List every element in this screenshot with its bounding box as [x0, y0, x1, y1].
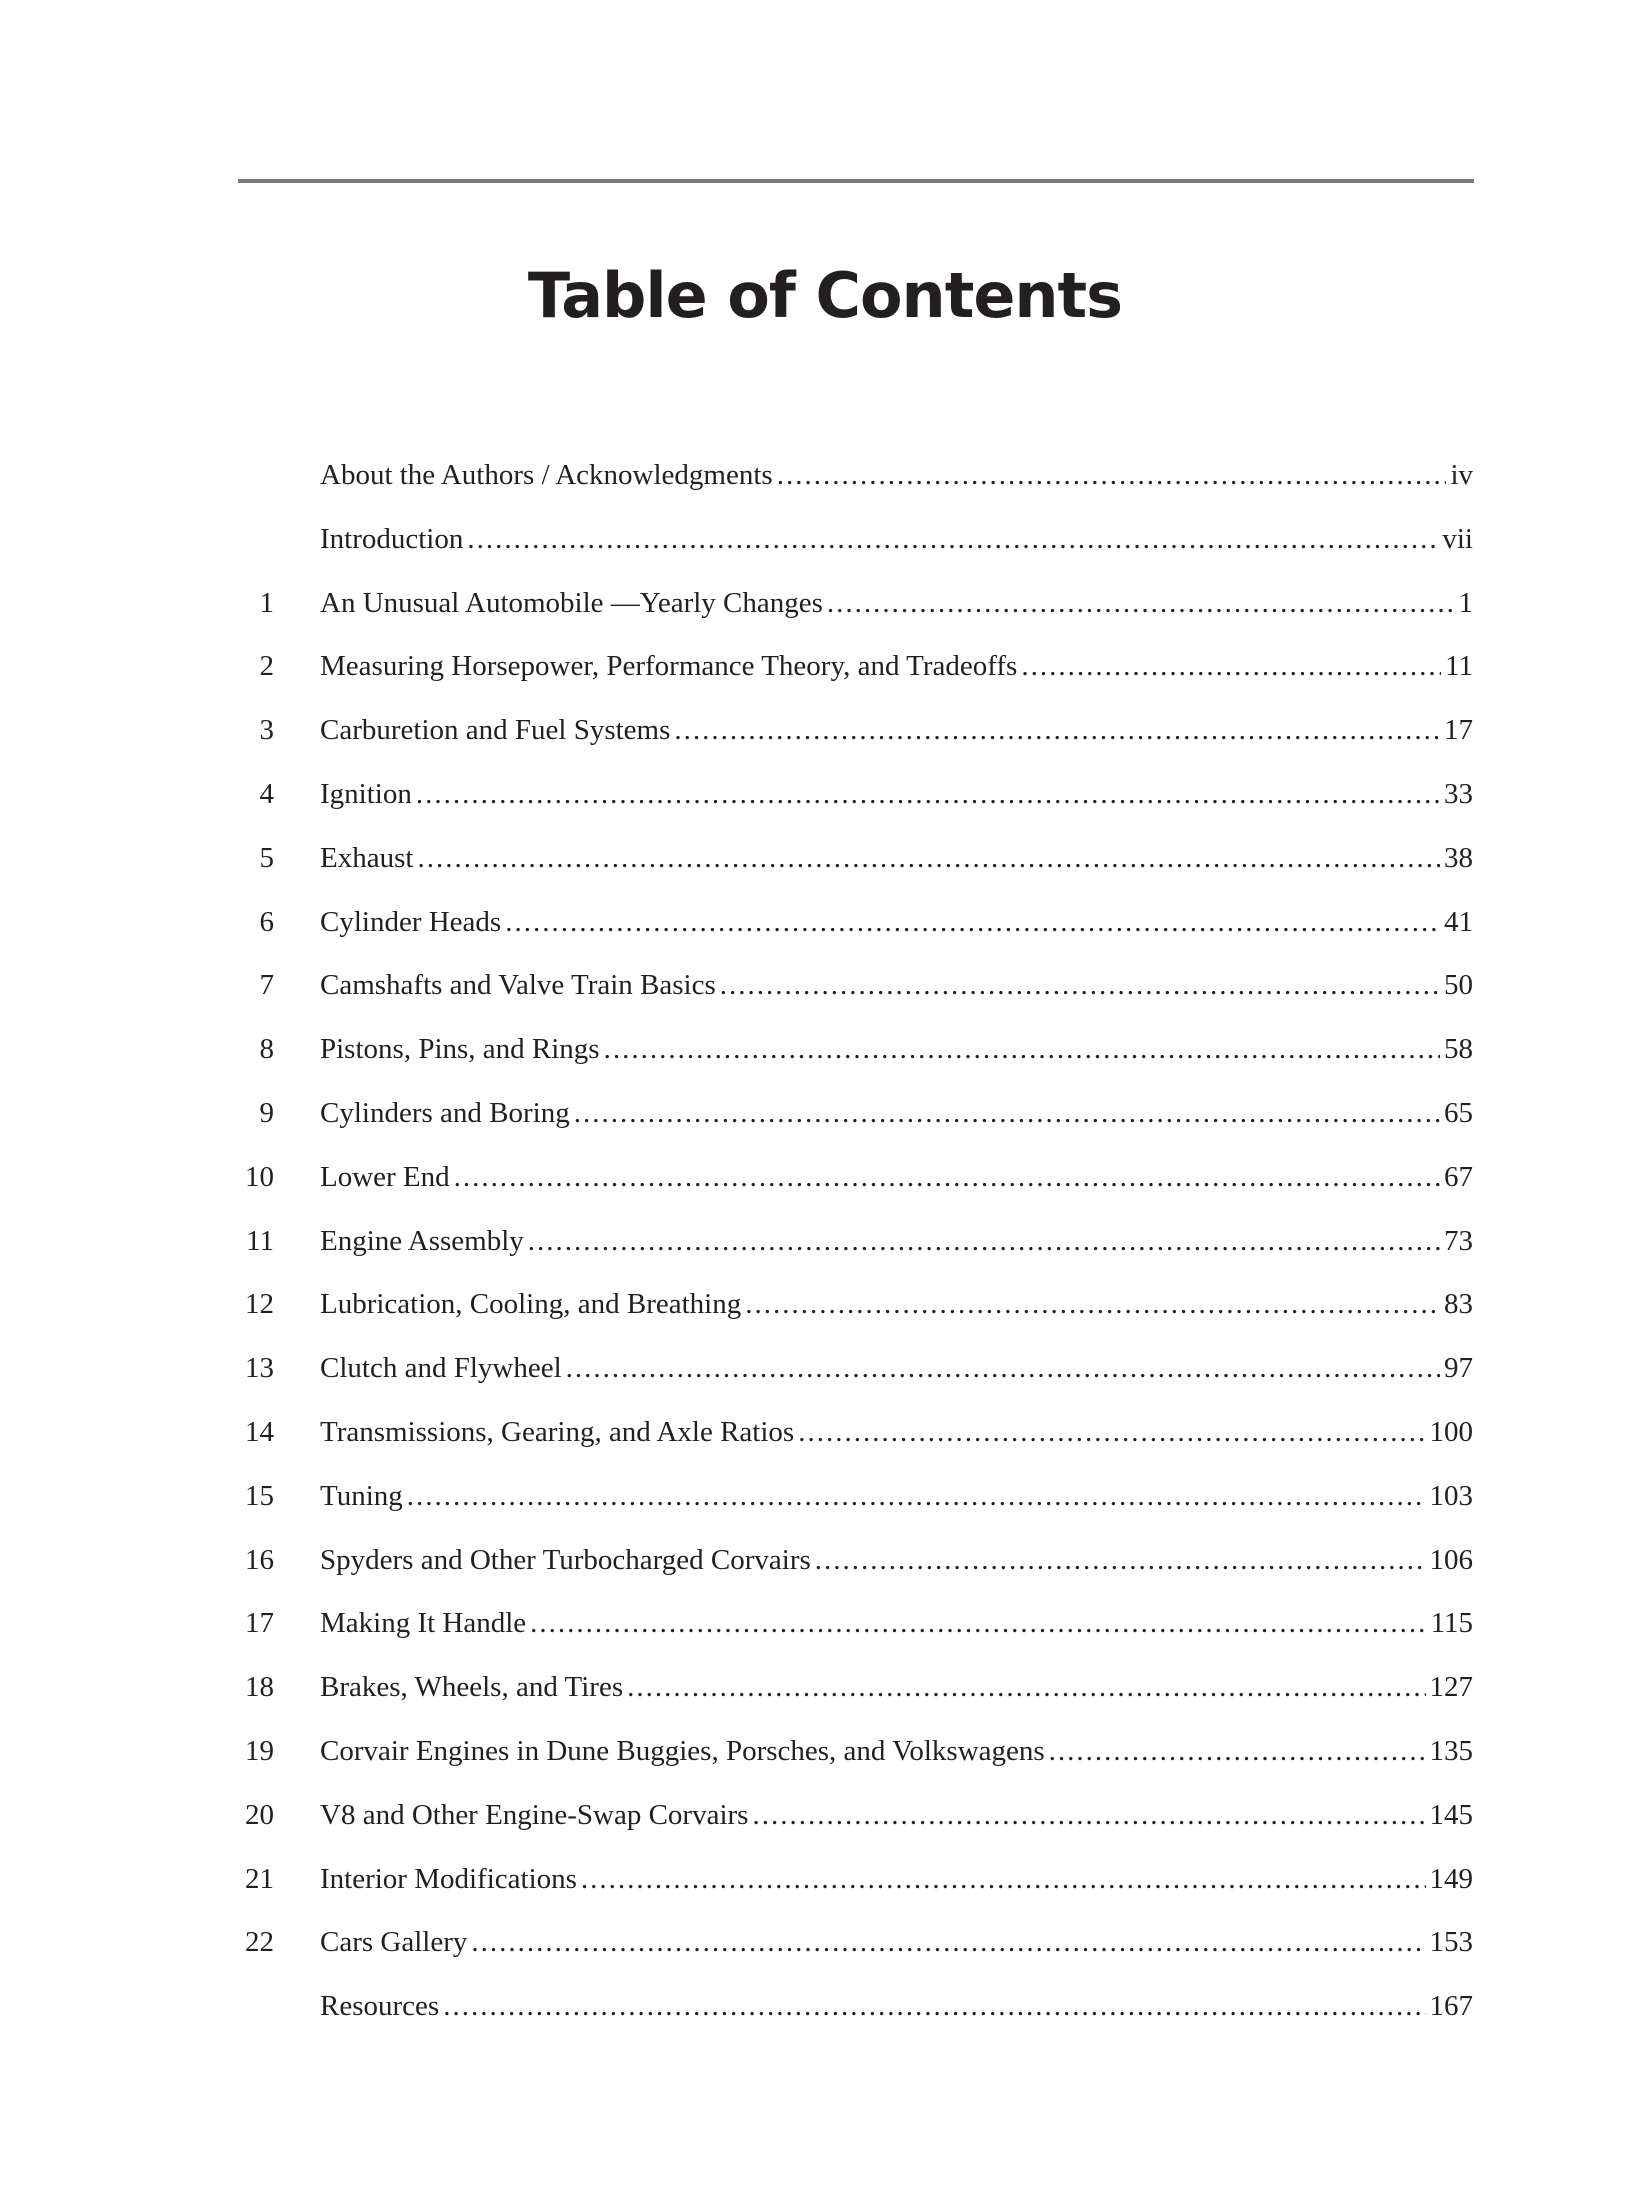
toc-chapter-title: Carburetion and Fuel Systems — [320, 714, 671, 747]
toc-page-number: iv — [1450, 459, 1473, 491]
toc-page-number: 17 — [1444, 714, 1473, 747]
toc-dot-leader — [416, 774, 1440, 814]
toc-dot-leader — [505, 902, 1440, 942]
toc-dot-leader — [777, 455, 1447, 495]
toc-dot-leader — [574, 1093, 1440, 1133]
toc-page-number: 135 — [1429, 1734, 1473, 1767]
toc-chapter-number: 14 — [245, 1415, 274, 1448]
toc-chapter-title: Pistons, Pins, and Rings — [320, 1033, 600, 1066]
toc-page-number: 73 — [1444, 1224, 1473, 1257]
toc-page-number: 33 — [1444, 777, 1473, 810]
toc-chapter-number: 2 — [259, 650, 274, 683]
toc-chapter-number: 21 — [245, 1862, 274, 1895]
toc-entry[interactable] — [0, 1922, 1650, 1986]
toc-entry[interactable] — [0, 646, 1650, 710]
toc-entry[interactable] — [0, 1029, 1650, 1093]
toc-dot-leader — [745, 1284, 1440, 1324]
toc-chapter-number: 13 — [245, 1352, 274, 1385]
toc-page-number: 153 — [1429, 1926, 1473, 1959]
toc-page-number: 1 — [1458, 586, 1473, 619]
toc-chapter-title: Cylinders and Boring — [320, 1096, 570, 1129]
toc-chapter-number: 5 — [259, 841, 274, 874]
toc-chapter-title: An Unusual Automobile —Yearly Changes — [320, 586, 823, 619]
toc-entry[interactable] — [0, 1667, 1650, 1731]
toc-dot-leader — [827, 583, 1455, 623]
toc-page-number: vii — [1442, 522, 1473, 555]
toc-chapter-number: 22 — [245, 1926, 274, 1959]
toc-chapter-title: Cars Gallery — [320, 1926, 468, 1959]
toc-chapter-number: 1 — [259, 586, 274, 619]
toc-dot-leader — [1021, 646, 1441, 686]
toc-dot-leader — [798, 1412, 1425, 1452]
toc-chapter-number: 15 — [245, 1479, 274, 1512]
toc-chapter-title: Camshafts and Valve Train Basics — [320, 969, 716, 1002]
toc-dot-leader — [407, 1476, 1426, 1516]
toc-dot-leader — [566, 1348, 1440, 1388]
toc-entry[interactable] — [0, 1731, 1650, 1795]
toc-chapter-title: Lower End — [320, 1160, 450, 1193]
toc-list — [0, 455, 1650, 2050]
toc-page-number: 145 — [1429, 1798, 1473, 1831]
page-title: Table of Contents — [527, 259, 1123, 332]
toc-page-number: 167 — [1429, 1990, 1473, 2023]
toc-chapter-number: 17 — [245, 1607, 274, 1640]
toc-chapter-title: Tuning — [320, 1479, 403, 1512]
toc-chapter-number: 9 — [259, 1096, 274, 1129]
top-rule-divider — [238, 179, 1474, 183]
toc-dot-leader — [581, 1859, 1426, 1899]
toc-chapter-number: 7 — [259, 969, 274, 1002]
toc-page-number: 65 — [1444, 1096, 1473, 1129]
toc-dot-leader — [752, 1795, 1425, 1835]
toc-page-number: 11 — [1445, 650, 1473, 683]
toc-chapter-number: 11 — [246, 1224, 274, 1257]
toc-page-number: 103 — [1429, 1479, 1473, 1512]
toc-dot-leader — [604, 1029, 1440, 1069]
toc-dot-leader — [528, 1221, 1440, 1261]
toc-page-number: 106 — [1429, 1543, 1473, 1576]
toc-chapter-title: Interior Modifications — [320, 1862, 577, 1895]
toc-page-number: 97 — [1444, 1352, 1473, 1385]
toc-entry[interactable] — [0, 1986, 1650, 2050]
toc-entry[interactable] — [0, 455, 1650, 519]
toc-page-number: 149 — [1429, 1862, 1473, 1895]
toc-chapter-title: Introduction — [320, 522, 464, 555]
toc-chapter-number: 20 — [245, 1798, 274, 1831]
toc-chapter-number: 16 — [245, 1543, 274, 1576]
toc-chapter-number: 6 — [259, 905, 274, 938]
toc-chapter-number: 10 — [245, 1160, 274, 1193]
toc-dot-leader — [443, 1986, 1425, 2026]
toc-page-number: 38 — [1444, 841, 1473, 874]
toc-chapter-title: Clutch and Flywheel — [320, 1352, 562, 1385]
toc-chapter-title: Brakes, Wheels, and Tires — [320, 1671, 624, 1704]
toc-entry[interactable] — [0, 1795, 1650, 1859]
toc-dot-leader — [467, 519, 1438, 559]
toc-entry[interactable] — [0, 1476, 1650, 1540]
toc-entry[interactable] — [0, 1157, 1650, 1221]
toc-page-number: 127 — [1429, 1671, 1473, 1704]
toc-dot-leader — [674, 710, 1440, 750]
toc-entry[interactable] — [0, 710, 1650, 774]
toc-chapter-title: Lubrication, Cooling, and Breathing — [320, 1288, 742, 1321]
toc-dot-leader — [471, 1922, 1425, 1962]
toc-entry[interactable] — [0, 1859, 1650, 1923]
toc-entry[interactable] — [0, 1284, 1650, 1348]
toc-entry[interactable] — [0, 519, 1650, 583]
toc-chapter-title: Measuring Horsepower, Performance Theory, and Tradeoffs — [320, 650, 1018, 683]
toc-dot-leader — [1049, 1731, 1426, 1771]
toc-entry[interactable] — [0, 902, 1650, 966]
toc-chapter-number: 4 — [259, 777, 274, 810]
toc-chapter-title: Engine Assembly — [320, 1224, 524, 1257]
toc-entry[interactable] — [0, 1603, 1650, 1667]
toc-chapter-title: Cylinder Heads — [320, 905, 502, 938]
toc-chapter-title: Resources — [320, 1990, 440, 2023]
toc-entry[interactable] — [0, 1093, 1650, 1157]
toc-entry[interactable] — [0, 838, 1650, 902]
toc-chapter-title: About the Authors / Acknowledgments — [320, 459, 773, 491]
toc-chapter-title: Spyders and Other Turbocharged Corvairs — [320, 1543, 811, 1576]
toc-entry[interactable] — [0, 1348, 1650, 1412]
toc-dot-leader — [417, 838, 1440, 878]
toc-dot-leader — [815, 1540, 1426, 1580]
toc-page-number: 100 — [1429, 1415, 1473, 1448]
toc-chapter-number: 3 — [259, 714, 274, 747]
toc-chapter-title: Exhaust — [320, 841, 414, 874]
toc-dot-leader — [627, 1667, 1425, 1707]
toc-chapter-title: Transmissions, Gearing, and Axle Ratios — [320, 1415, 795, 1448]
toc-page-number: 83 — [1444, 1288, 1473, 1321]
toc-page-number: 115 — [1430, 1607, 1473, 1640]
toc-chapter-title: V8 and Other Engine-Swap Corvairs — [320, 1798, 749, 1831]
toc-page-number: 67 — [1444, 1160, 1473, 1193]
toc-entry[interactable] — [0, 583, 1650, 647]
toc-dot-leader — [530, 1603, 1426, 1643]
toc-page-number: 58 — [1444, 1033, 1473, 1066]
toc-entry[interactable] — [0, 1540, 1650, 1604]
toc-entry[interactable] — [0, 1412, 1650, 1476]
toc-entry[interactable] — [0, 965, 1650, 1029]
toc-entry[interactable] — [0, 1221, 1650, 1285]
toc-chapter-title: Corvair Engines in Dune Buggies, Porsches, and Volkswagens — [320, 1734, 1045, 1767]
toc-chapter-number: 12 — [245, 1288, 274, 1321]
toc-chapter-number: 19 — [245, 1734, 274, 1767]
toc-chapter-number: 8 — [259, 1033, 274, 1066]
toc-chapter-number: 18 — [245, 1671, 274, 1704]
toc-chapter-title: Making It Handle — [320, 1607, 527, 1640]
toc-dot-leader — [720, 965, 1440, 1005]
toc-chapter-title: Ignition — [320, 777, 412, 810]
toc-page-number: 41 — [1444, 905, 1473, 938]
toc-dot-leader — [454, 1157, 1440, 1197]
toc-entry[interactable] — [0, 774, 1650, 838]
toc-page-number: 50 — [1444, 969, 1473, 1002]
